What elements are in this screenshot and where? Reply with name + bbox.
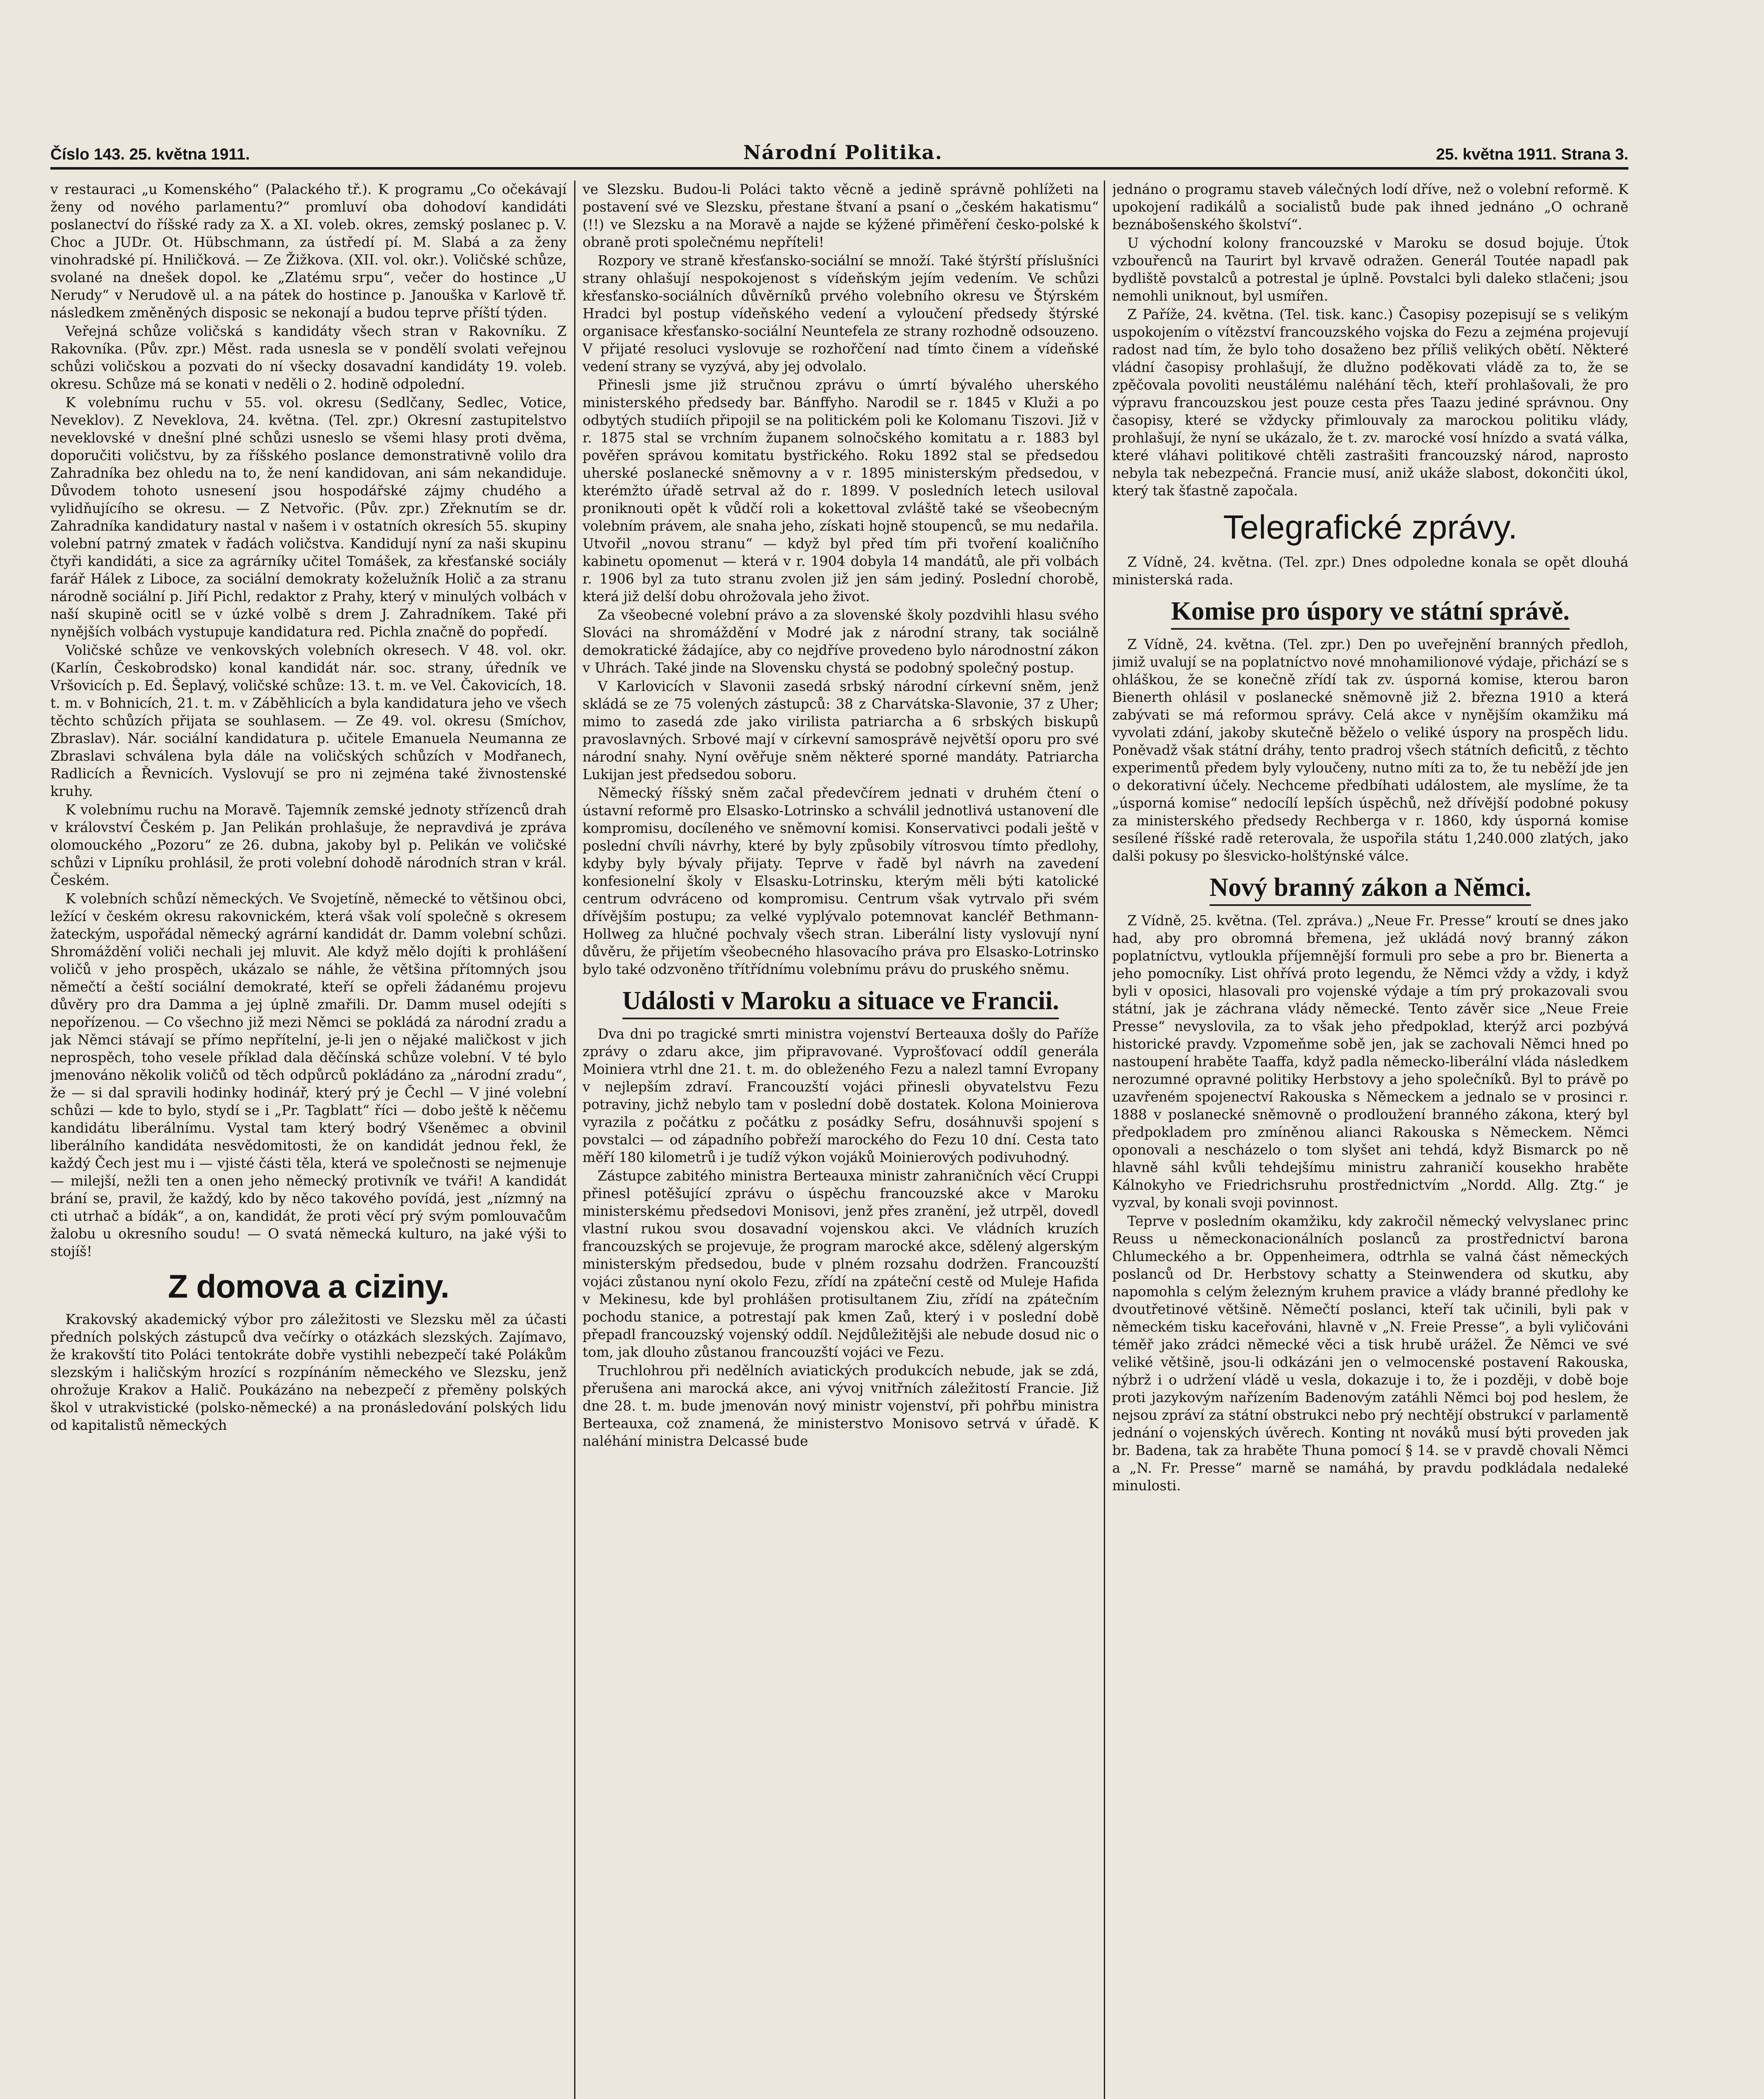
header-rule: [50, 167, 1628, 170]
issue-number: Číslo 143. 25. května 1911.: [50, 146, 250, 163]
article-paragraph: Z Paříže, 24. května. (Tel. tisk. kanc.) Časopisy pozepisují se s velikým uspokojením o vítězství francouzského vojska do Fezu a zejména projevují radost nad tím, že bylo toho dosaženo bez příliš velikých obětí. Některé vládní časopisy prohlašují, že dlužno poděkovati vládě za to, že se zpěčovala povoliti neustálému naléhání těch, kteří prohlašovali, že pro výpravu francouzskou jest pouze cesta přes Taazu jediné správnou. Ony časopisy, které se vždycky přimlouvaly za marockou politiku vlády, prohlašují, že nyní se ukázalo, že t. zv. marocké vosí hnízdo a svatá válka, které vláhavi politikové chtěli zastrašiti francouzský národ, naprosto nebyla tak nebezpečná. Francie musí, aniž ukáže slabost, dokončiti úkol, který tak šťastně započala.: [1112, 306, 1628, 499]
article-paragraph: Truchlohrou při nedělních aviatických produkcích nebude, jak se zdá, přerušena ani marocká akce, ani vývoj vnitřních záležitostí Francie. Již dne 28. t. m. bude jmenován nový ministr vojenství, při pohřbu ministra Berteauxa, což znamená, že ministerstvo Monisovo setrvá v úřadě. K naléhání ministra Delcassé bude: [583, 1363, 1099, 1449]
article-paragraph: Zástupce zabitého ministra Berteauxa ministr zahraničních věcí Cruppi přinesl potěšující zprávu o úspěchu francouzské akce v Maroku ministerskému předsedovi Monisovi, jenž přes zranění, jež utrpěl, dovedl vlastní rukou svou dosavadní vojenskou akci. Ve vládních kruzích francouzských se projevuje, že program marocké akce, sdělený algerským ministerským předsedou, bude v plném rozsahu dodržen. Francouzští vojáci zůstanou nyní okolo Fezu, zřídí na zpáteční cestě od Muleje Hafida v Mekinesu, kde byl prohlášen protisultanem Ziu, zřídí na zpátečním pochodu stanice, a potrestají pak kmen Zaů, který i v poslední době přepadl francouzský vojenský oddíl. Nejdůležitějši ale nebude dosud nic o tom, jak dlouho zůstanou francouzští vojáci ve Fezu.: [583, 1168, 1099, 1360]
article-paragraph: Za všeobecné volební právo a za slovenské školy pozdvihli hlasu svého Slováci na shromáždění v Modré jak z národní strany, tak sociálně demokratické žádajíce, aby co nejdříve provedeno bylo národnostní zákon v Uhrách. Také jinde na Slovensku chystá se podobný společný postup.: [583, 607, 1099, 676]
article-paragraph: Německý říšský sněm začal předevčírem jednati v druhém čtení o ústavní reformě pro Elsasko-Lotrinsko a schválil jednotlivá ustanovení dle kompromisu, docíleného ve sněmovní komisi. Konservativci podali ještě v poslední chvíli návrhy, které by byly způsobily vítrosvou tímto předlohy, kdyby byly bývaly přijaty. Teprve v řadě byl návrh na zavedení konfesionelní školy v Elsasku-Lotrinsku, kterým měli býti katolické centrum odvráceno od kompromisu. Centrum však vytrvalo při svém dřívějším postupu; za velké vyplývalo potemnovat kancléř Bethmann-Hollweg za hlučné pochvaly všech stran. Liberální listy vyslovují nyní důvěru, že přijetím všeobecného hlasovacího práva pro Elsasko-Lotrinsko bylo také odzvoněno třítřídnímu volebnímu právu do pruského sněmu.: [583, 785, 1099, 977]
article-paragraph: Přinesli jsme již stručnou zprávu o úmrtí bývalého uherského ministerského předsedy bar. Bánffyho. Narodil se r. 1845 v Kluži a po odbytých studiích připojil se na politickém poli ke Kolomanu Tiszovi. Již v r. 1875 stal se vrchním županem solnočského komitatu a r. 1883 byl pověřen správou komitatu bystřického. Roku 1892 stal se předsedou uherské poslanecké sněmovny a v r. 1895 ministerským předsedou, v kterémžto úřadě setrval až do r. 1899. V posledních letech usiloval proniknouti opět k vůdčí roli a kokettoval zvláště také se všeobecným volebním právem, ale snaha jeho, získati hojně stoupenců, se mu nedařila. Utvořil „novou stranu“ — když byl před tím při tvoření koaličního kabinetu opomenut — která v r. 1904 dobyla 14 mandátů, ale při volbách r. 1906 byl za tuto stranu zvolen již jen sám jediný. Poslední chorobě, která již delší dobu ohrožovala jeho život.: [583, 377, 1099, 605]
article-paragraph: Teprve v posledním okamžiku, kdy zakročil německý velvyslanec princ Reuss u německonacionálních poslanců za prostřednictví barona Chlumeckého a br. Oppenheimera, odtrhla se valná část německých poslanců od Dr. Herbstovy schatty a Steinwendera od skutku, aby napomohla s celým železným kruhem pravice a vlády branné předlohy ke dvoutřetinové většině. Němečtí poslanci, kteří tak učinili, byli pak v německém tisku kaceřováni, hlavně v „N. Freie Presse“, a byli vyličováni téměř jako zrádci německé věci a tisk hrubě urážel. Že Němci ve své veliké většině, jsou-li odkázáni jen o velmocenské postavení Rakouska, nýbrž i o udržení vládě u vesla, dokazuje i to, že i později, v době boje proti jazykovým nařízením Badenovým zatáhli Němci boj pod heslem, že nejsou zpráví za státní obstrukci nebo prý nechtějí obstrukcí v parlamentě jednání o vojenských úvěrech. Konting nt nováků musí býti proveden jak br. Badena, tak za hraběte Thuna pomocí § 14. se v pravdě chovali Němci a „N. Fr. Presse“ marně se namáhá, by pravdu podkládala nedaleké minulosti.: [1112, 1213, 1628, 1494]
article-paragraph: Krakovský akademický výbor pro záležitosti ve Slezsku měl za účasti předních polských zástupců dva večírky o otázkách slezských. Zajímavo, že krakovští tito Poláci tentokráte dobře vystihli nebezpečí také Polákům slezským i haličským hrozící s rozpínáním německého ve Slezsku, jenž ohrožuje Krakov a Halič. Poukázáno na nebezpečí z přeměny polských škol v utrakvistické (polsko-německé) a na pronásledování polských lidu od kapitalistů německých: [50, 1311, 567, 1433]
section-heading-military-law: [1112, 872, 1628, 906]
section-heading-military-law-text: Nový branný zákon a Němci.: [1210, 872, 1531, 906]
article-paragraph: Voličské schůze ve venkovských volebních okresech. V 48. vol. okr. (Karlín, Českobrodsko) konal kandidát nár. soc. strany, úředník ve Vršovicích p. Ed. Šeplavý, voličské schůze: 13. t. m. ve Vel. Čakovicích, 18. t. m. v Bohnicích, 21. t. m. v Záběhlicích a byla kandidatura jeho ve všech těchto schůzích přijata se souhlasem. — Ze 49. vol. okresu (Smíchov, Zbraslav). Nár. sociální kandidatura p. učitele Emanuela Neumanna ze Zbraslavi schválena byla dále na voličských schůzích v Modřanech, Radlicích a Řevnicích. Vyslovují se pro ni zejména také živnostenské kruhy.: [50, 642, 567, 799]
section-heading-savings: [1112, 596, 1628, 630]
article-paragraph: K volebních schůzí německých. Ve Svojetíně, německé to většinou obci, ležící v českém okresu rakovnickém, která však volí společně s okresem žateckým, uspořádal německý agrární kandidát dr. Damm volební schůzi. Shromáždění voliči nechali jej mluvit. Ale když mělo dojíti k prohlášení voličů v jeho prospěch, ukázalo se náhle, že většina přítomných jsou němečtí a čeští sociální demokraté, kteří se opřeli žádanému projevu důvěry pro dra Damma a jej úplně zmařili. Dr. Damm musel odejíti s nepořízenou. — Co všechno již mezi Němci se pokládá za národní zradu a jak Němci stávají se přímo nepřítelní, je-li jen o nějaké maličkost v jich neprospěch, toho vesele příklad dala děčínská schůze volební. V té bylo jmenováno několik voličů od těch odpůrců pokládáno za „národní zradu“, že — si dal spravili hodinky hodinář, který prý je Čechl — V jiné volební schůzi — kde to bylo, stydí se i „Pr. Tagblatt“ říci — dobo ještě k něčemu kandidátu liberálnímu. Vystal tam který bodrý Všeněmec a obvinil liberálního kandidáta nesvědomitosti, že on kandidát jednou řekl, že každý Čech jest mu i — vjisté části těla, která ve společnosti se nejmenuje — milejší, nežli ten a onen jeho německý protivník ve tváři! A kandidát brání se, pravil, že každý, kdo by něco takového povídá, jest „nízmný na cti utrhač a bídák“, a on, kandidát, že proti věcí prý svým pomlouvačům žalobu u okresního soudu! — O svatá německá kulturo, na jaké výši to stojíš!: [50, 891, 567, 1259]
article-paragraph: Veřejná schůze voličská s kandidáty všech stran v Rakovníku. Z Rakovníka. (Pův. zpr.) Měst. rada usnesla se v pondělí svolati veřejnou schůzi voličskou a pozvati do ní všecky dosavadní kandidáty 19. voleb. okresu. Schůze má se konati v neděli o 2. hodině odpolední.: [50, 323, 567, 392]
article-paragraph: ve Slezsku. Budou-li Poláci takto věcně a jedině správně pohlížeti na postavení své ve Slezsku, přestane štvaní a psaní o „českém hakatismu“ (!!) ve Slezsku a na Moravě a najde se kýžené přiměření česko-polské k obraně proti společnému nepříteli!: [583, 181, 1099, 250]
article-paragraph: K volebnímu ruchu na Moravě. Tajemník zemské jednoty střízenců drah v království Českém p. Jan Pelikán prohlašuje, že nepravdivá je zpráva olomouckého „Pozoru“ ze 26. dubna, jakoby byl p. Pelikán ve voličské schůzi v Lipníku prohlásil, že proti volební dohodě národních stran v král. Českém.: [50, 802, 567, 888]
article-paragraph: Z Vídně, 24. května. (Tel. zpr.) Den po uveřejnění branných předloh, jimiž uvalují se na poplatníctvo nové mnohamilionové výdaje, přichází se s ohláškou, že se konečně zřídí tak zv. úsporná komise, kterou baron Bienerth ohlásil v poslanecké sněmovně již 2. března 1910 a která zabývati se má reformou správy. Celá akce v nynějším okamžiku má vyvolati zdání, jakoby skutečně běželo o veliké úspory na prospěch lidu. Poněvadž však státní dráhy, tento pradroj všech státních deficitů, z těchto experimentů předem byly vyloučeny, nutno míti za to, že tu neběží jde jen o dekorativní účely. Nechceme předbíhati událostem, ale myslíme, že ta „úsporná komise“ nedocílí lepších úspěchů, než dřívější podobné pokusy za ministerského předsedy Rechberga v r. 1860, kdy úsporná komise sesílené říšské radě reterovala, že uspořila státu 1,240.000 zlatých, jako dalši pokusy po šlesvicko-holštýnské válce.: [1112, 636, 1628, 864]
newspaper-page: [50, 126, 1628, 2099]
article-paragraph: v restauraci „u Komenského“ (Palackého tř.). K programu „Co očekávají ženy od nového parlamentu?“ promluví oba dohodoví kandidáti poslanectví do říšské rady za X. a XI. voleb. okres, zemský poslanec p. V. Choc a JUDr. Ot. Hübschmann, za ústředí pí. M. Slabá a za ženy vinohradské pí. Hniličková. — Ze Žižkova. (XII. vol. okr.). Voličské schůze, svolané na dnešek dopol. ke „Zlatému srpu“, večer do hostince „U Nerudy“ v Nerudově ul. a na pátek do hostince p. Janouška v Karlově tř. následkem změněných disposic se nekonají a budou teprve příští týden.: [50, 181, 567, 321]
section-heading-savings-text: Komise pro úspory ve státní správě.: [1171, 596, 1570, 630]
article-paragraph: Dva dni po tragické smrti ministra vojenství Berteauxa došly do Paříže zprávy o zdaru akce, jim připravované. Vyprošťovací oddíl generála Moiniera vtrhl dne 21. t. m. do obleženého Fezu a nalezl tamní Evropany v nejlepším zdraví. Francouzští vojáci přinesli obyvatelstvu Fezu potraviny, jichž nebylo tam v poslední době dostatek. Kolona Moinierova vyrazila z počátku z počátku z posádky Sefru, dosáhnuvši spojení s povstalci — od západního pobřeží marockého do Fezu 10 dní. Cesta tato měří 180 kilometrů i je tudíž výkon vojáků Moinierových podivuhodný.: [583, 1026, 1099, 1165]
column-2: [583, 181, 1099, 2099]
newspaper-title: Národní Politika.: [743, 141, 943, 164]
section-heading-domestic: Z domova a ciziny.: [168, 1268, 449, 1305]
column-divider: [1104, 181, 1105, 2099]
masthead: [50, 126, 1628, 164]
article-paragraph: Z Vídně, 24. května. (Tel. zpr.) Dnes odpoledne konala se opět dlouhá ministerská rada.: [1112, 554, 1628, 588]
article-paragraph: jednáno o programu staveb válečných lodí dříve, než o volební reformě. K upokojení radikálů a socialistů bude pak ihned jednáno „O ochraně beznábošenského školství“.: [1112, 181, 1628, 233]
article-paragraph: U východní kolony francouzské v Maroku se dosud bojuje. Útok vzbouřenců na Taurirt byl krvavě odražen. Generál Toutée napadl pak bydliště povstalců a potrestal je úplně. Povstalci byli daleko stlačeni; jsou nemohli uniknout, byl usmířen.: [1112, 235, 1628, 304]
page-number: 25. května 1911. Strana 3.: [1436, 146, 1628, 163]
article-paragraph: Rozpory ve straně křesťansko-sociální se množí. Také štýrští příslušníci strany ohlašují nespokojenost s vídeňským jejím vedením. Ve schůzi křesťansko-sociálních důvěrníků prvého volebního okresu ve Štýrském Hradci byl postup vídeňského vedení a vyloučení předsedy štýrské organisace křesťansko-sociální Neuntefela ze strany rozhodně odsouzeno. V přijaté resoluci vyslovuje se rozhořčení nad tímto činem a vídeňské vedení strany se vyzývá, aby jej odvolalo.: [583, 253, 1099, 374]
column-3: [1112, 181, 1628, 2099]
article-paragraph: V Karlovicích v Slavonii zasedá srbský národní církevní sněm, jenž skládá se ze 75 volených zástupců: 38 z Charvátska-Slavonie, 37 z Uher; mimo to zasedá zde jako virilista patriarcha a 6 srbských biskupů pravoslavných. Srbové mají v církevní samosprávě největší oporu pro své národní snahy. Nyní ověřuje sněm některé sporné mandáty. Patriarcha Lukijan jest předsedou soboru.: [583, 678, 1099, 783]
section-heading-morocco-text: Události v Maroku a situace ve Francii.: [622, 986, 1059, 1019]
article-paragraph: Z Vídně, 25. května. (Tel. zpráva.) „Neue Fr. Presse“ kroutí se dnes jako had, aby pro obromná břemena, jež ukládá nový branný zákon poplatníctvu, vytloukla příjemnější formuli pro sebe a pro br. Bienerta a jeho pomocníky. List ohřívá proto legendu, že Němci vždy a vždy, i když byli v oposici, hlasovali pro vojenské výdaje a tím prý prokazovali svou státní, jak je záchrana vlády německé. Tento závěr sice „Neue Freie Presse“ nevyslovila, za to však jeho předpoklad, kterýž arci pozbývá historické pravdy. Vzpomeňme sobě jen, jak se zachovali Němci hned po nastoupení hraběte Taaffa, když padla německo-liberální vláda následkem nerozumné opravné politiky Herbstovy a jeho společníků. Byl to právě po uzavřeném spojenectví Rakouska s Německem a jednalo se v prosinci r. 1888 v poslanecké sněmovně o prodloužení branného zákona, který byl předpokladem pro zmíněnou alianci Rakouska s Německem. Němci oponovali a nescházelo o tom slyšet ani tehdá, když Bismarck po ně hlavně sáhl kvůli tehdejšímu ministru zahraničí kousekho hraběte Kálnokyho ve Friedrichsruhu prostřednictvím „Nordd. Allg. Ztg.“ je vyzval, by konali svoji povinnost.: [1112, 913, 1628, 1211]
column-divider: [574, 181, 575, 2099]
column-1: [50, 181, 567, 2099]
section-heading-telegrams: Telegrafické zprávy.: [1223, 508, 1518, 546]
section-heading-morocco: [583, 986, 1099, 1019]
article-paragraph: K volebnímu ruchu v 55. vol. okresu (Sedlčany, Sedlec, Votice, Neveklov). Z Neveklova, 24. května. (Tel. zpr.) Okresní zastupitelstvo neveklovské v dnešní plné schůzi usneslo se všemi hlasy proti dvěma, doporučiti voličstvu, by za říšského poslance demonstrativně volilo dra Zahradníka bez ohledu na to, že není kandidovan, ani sám nekandiduje. Důvodem tohoto usnesení jsou hospodářské zájmy chudého a vylidňujícího se okresu. — Z Netvořic. (Pův. zpr.) Zřeknutím se dr. Zahradníka kandidatury nastal v našem i v ostatních okresích 55. skupiny volební patrný zmatek v řadách voličstva. Kandidují nyní za naši skupinu čtyři kandidáti, a sice za agrárníky učitel Tomášek, za křesťanské sociály farář Hálek z Liboce, za sociální demokraty koželužník Holič a za stranu národně sociální p. Jiří Pichl, redaktor z Prahy, který v minulých volbách v naší skupině ocitl se v úzké volbě s drem J. Zahradníkem. Také při nynějších volbách vystupuje kandidatura red. Pichla značně do popředí.: [50, 395, 567, 640]
